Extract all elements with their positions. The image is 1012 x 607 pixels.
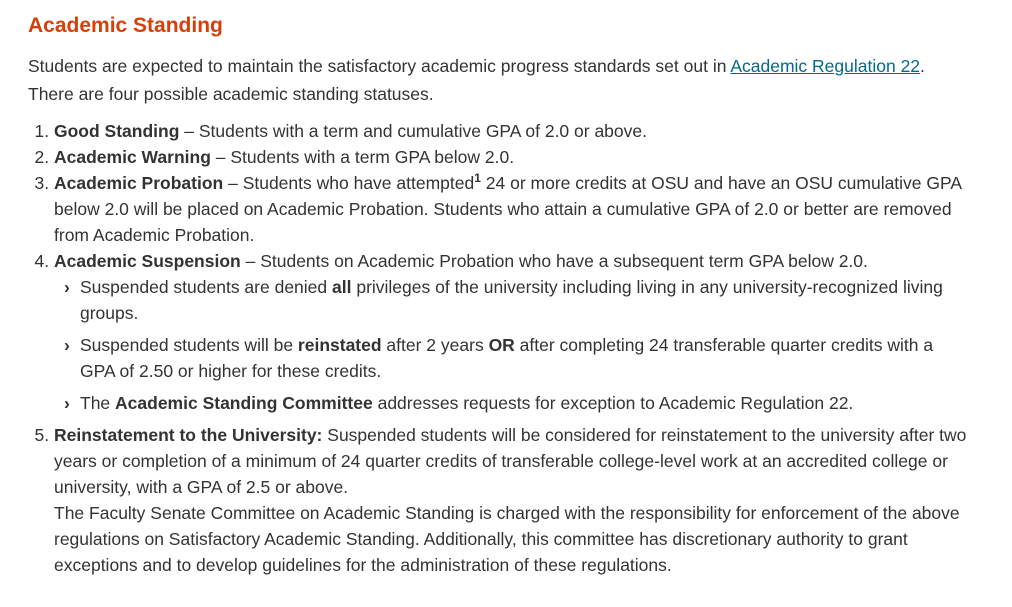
suspension-detail-privileges [54,274,972,326]
page-title: Academic Standing [28,14,223,37]
good-standing-description: Students with a term and cumulative GPA of 2.0 or above. [198,121,647,141]
academic-probation-description-b: 24 or more credits at OSU and have an OSU cumulative GPA below 2.0 will be placed on Academic Probation. Students who attain a cumulative GPA of 2.0 or better are removed from Academic Probation. [54,173,962,245]
list-item-good-standing [54,118,972,144]
detail-emphasis: reinstated [297,335,382,355]
detail-text: addresses requests for exception to Academic Regulation 22. [372,393,854,413]
academic-suspension-description: Students on Academic Probation who have a subsequent term GPA below 2.0. [260,251,868,271]
detail-text: after 2 years [381,335,489,355]
standing-status-list [28,118,972,578]
list-item-academic-suspension [54,248,972,416]
list-item-reinstatement [54,422,972,578]
list-item-academic-warning [54,144,972,170]
academic-regulation-22-link[interactable]: Academic Regulation 22 [730,56,921,76]
faculty-senate-paragraph: The Faculty Senate Committee on Academic Standing is charged with the responsibility for enforcement of the above regulations on Satisfactory Academic Standing. Additionally, this committee has discretionary authority to grant exceptions and to develop guidelines for the administration of these regulations. [54,503,960,575]
good-standing-title: Good Standing [54,121,180,141]
academic-warning-separator: – [210,147,231,167]
detail-emphasis: Academic Standing Committee [115,393,373,413]
suspension-detail-committee [54,390,972,416]
detail-emphasis: OR [488,335,515,355]
reinstatement-description: Suspended students will be considered for reinstatement to the university after two years or completion of a minimum of 24 quarter credits of transferable college-level work at an accredited college or university, with a GPA of 2.5 or above. [54,425,967,497]
detail-emphasis: all [332,277,352,297]
academic-probation-title: Academic Probation [54,173,224,193]
intro-text-before: Students are expected to maintain the satisfactory academic progress standards set out in [28,56,731,76]
footnote-marker: 1 [474,171,481,185]
suspension-details-list [54,274,972,416]
academic-probation-description-a: Students who have attempted [242,173,475,193]
academic-warning-title: Academic Warning [54,147,211,167]
intro-paragraph [28,52,928,108]
detail-text: after completing 24 transferable quarter credits with a GPA of 2.50 or higher for these credits. [80,335,934,381]
detail-text: Suspended students will be [80,335,298,355]
academic-suspension-separator: – [240,251,261,271]
reinstatement-title: Reinstatement to the University: [54,425,323,445]
good-standing-separator: – [179,121,199,141]
intro-text-after: . There are four possible academic standing statuses. [28,56,925,104]
academic-probation-separator: – [223,173,243,193]
detail-text: Suspended students are denied [80,277,332,297]
list-item-academic-probation [54,170,972,248]
academic-suspension-title: Academic Suspension [54,251,241,271]
academic-warning-description: Students with a term GPA below 2.0. [230,147,515,167]
detail-text: privileges of the university including living in any university-recognized living groups. [80,277,943,323]
suspension-detail-reinstated [54,332,972,384]
detail-text: The [80,393,116,413]
